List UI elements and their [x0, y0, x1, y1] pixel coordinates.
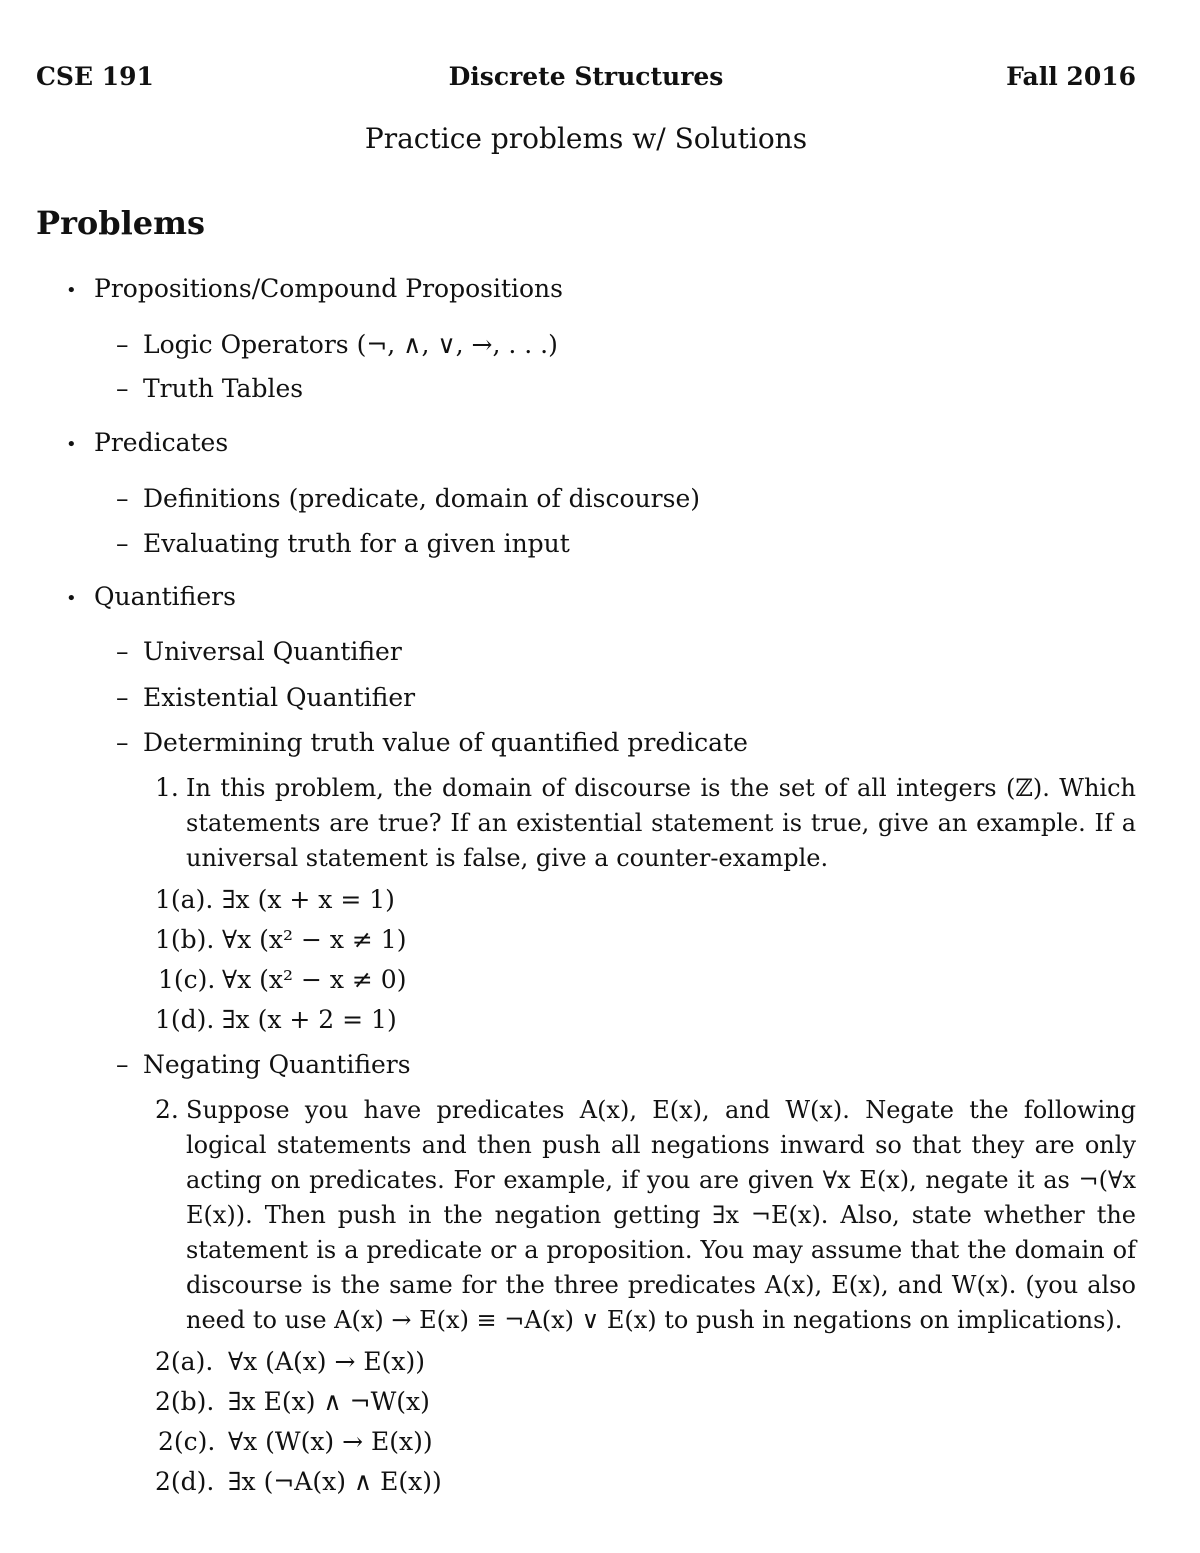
problem-1-text: In this problem, the domain of discourse is the set of all integers (ℤ). Which statements are true? If an existential statement is true, give an example. If a universal statement is false, give a counter-example. — [186, 774, 1136, 872]
dash-icon: – — [116, 374, 129, 403]
dash-icon: – — [116, 529, 129, 558]
problem-part-label: 1(c). — [158, 965, 216, 994]
subtopic-universal-quantifier: Universal Quantifier — [143, 637, 402, 666]
section-title: Problems — [36, 204, 206, 242]
problem-number: 1. — [155, 773, 179, 802]
subtopic-definitions: Definitions (predicate, domain of discourse) — [143, 484, 700, 513]
course-title: Discrete Structures — [448, 62, 724, 91]
subtopic-negating-quantifiers: Negating Quantifiers — [143, 1050, 411, 1079]
problem-2d-formula: ∃x (¬A(x) ∧ E(x)) — [228, 1467, 442, 1496]
problem-1d-formula: ∃x (x + 2 = 1) — [222, 1005, 397, 1034]
problem-1a-formula: ∃x (x + x = 1) — [222, 885, 395, 914]
subtopic-existential-quantifier: Existential Quantifier — [143, 683, 416, 712]
problem-part-label: 1(a). — [155, 885, 214, 914]
dash-icon: – — [116, 728, 129, 757]
topic-quantifiers: Quantifiers — [94, 582, 236, 611]
problem-number: 2. — [155, 1095, 179, 1124]
problem-part-label: 2(a). — [155, 1347, 214, 1376]
problem-2c-formula: ∀x (W(x) → E(x)) — [228, 1427, 433, 1456]
dash-icon: – — [116, 330, 129, 359]
dash-icon: – — [116, 484, 129, 513]
problem-2a-formula: ∀x (A(x) → E(x)) — [228, 1347, 425, 1376]
subtopic-determining-truth: Determining truth value of quantified predicate — [143, 728, 748, 757]
course-code: CSE 191 — [36, 62, 154, 91]
problem-part-label: 2(d). — [155, 1467, 215, 1496]
topic-predicates: Predicates — [94, 428, 229, 457]
problem-part-label: 1(b). — [155, 925, 215, 954]
term: Fall 2016 — [1006, 62, 1136, 91]
page-header — [36, 62, 1136, 98]
bullet-icon: • — [66, 588, 77, 609]
topic-propositions: Propositions/Compound Propositions — [94, 274, 563, 303]
dash-icon: – — [116, 637, 129, 666]
problem-part-label: 2(b). — [155, 1387, 215, 1416]
dash-icon: – — [116, 1050, 129, 1079]
page-subtitle: Practice problems w/ Solutions — [364, 122, 808, 155]
dash-icon: – — [116, 683, 129, 712]
bullet-icon: • — [66, 280, 77, 301]
problem-part-label: 1(d). — [155, 1005, 215, 1034]
subtopic-truth-tables: Truth Tables — [143, 374, 304, 403]
subtopic-logic-operators: Logic Operators (¬, ∧, ∨, →, . . .) — [143, 330, 558, 359]
subtopic-evaluating-truth: Evaluating truth for a given input — [143, 529, 570, 558]
problem-part-label: 2(c). — [158, 1427, 216, 1456]
problem-2b-formula: ∃x E(x) ∧ ¬W(x) — [228, 1387, 430, 1416]
problem-1b-formula: ∀x (x² − x ≠ 1) — [222, 925, 407, 954]
problem-1c-formula: ∀x (x² − x ≠ 0) — [222, 965, 407, 994]
problem-2-text: Suppose you have predicates A(x), E(x), and W(x). Negate the following logical statements and then push all negations inward so that they are only acting on predicates. For example, if you are given ∀x E(x), negate it as ¬(∀x E(x)). Then push in the negation getting ∃x ¬E(x). Also, state whether the statement is a predicate or a proposition. You may assume that the domain of discourse is the same for the three predicates A(x), E(x), and W(x). (you also need to use A(x) → E(x) ≡ ¬A(x) ∨ E(x) to push in negations on implications). — [186, 1096, 1136, 1334]
bullet-icon: • — [66, 434, 77, 455]
